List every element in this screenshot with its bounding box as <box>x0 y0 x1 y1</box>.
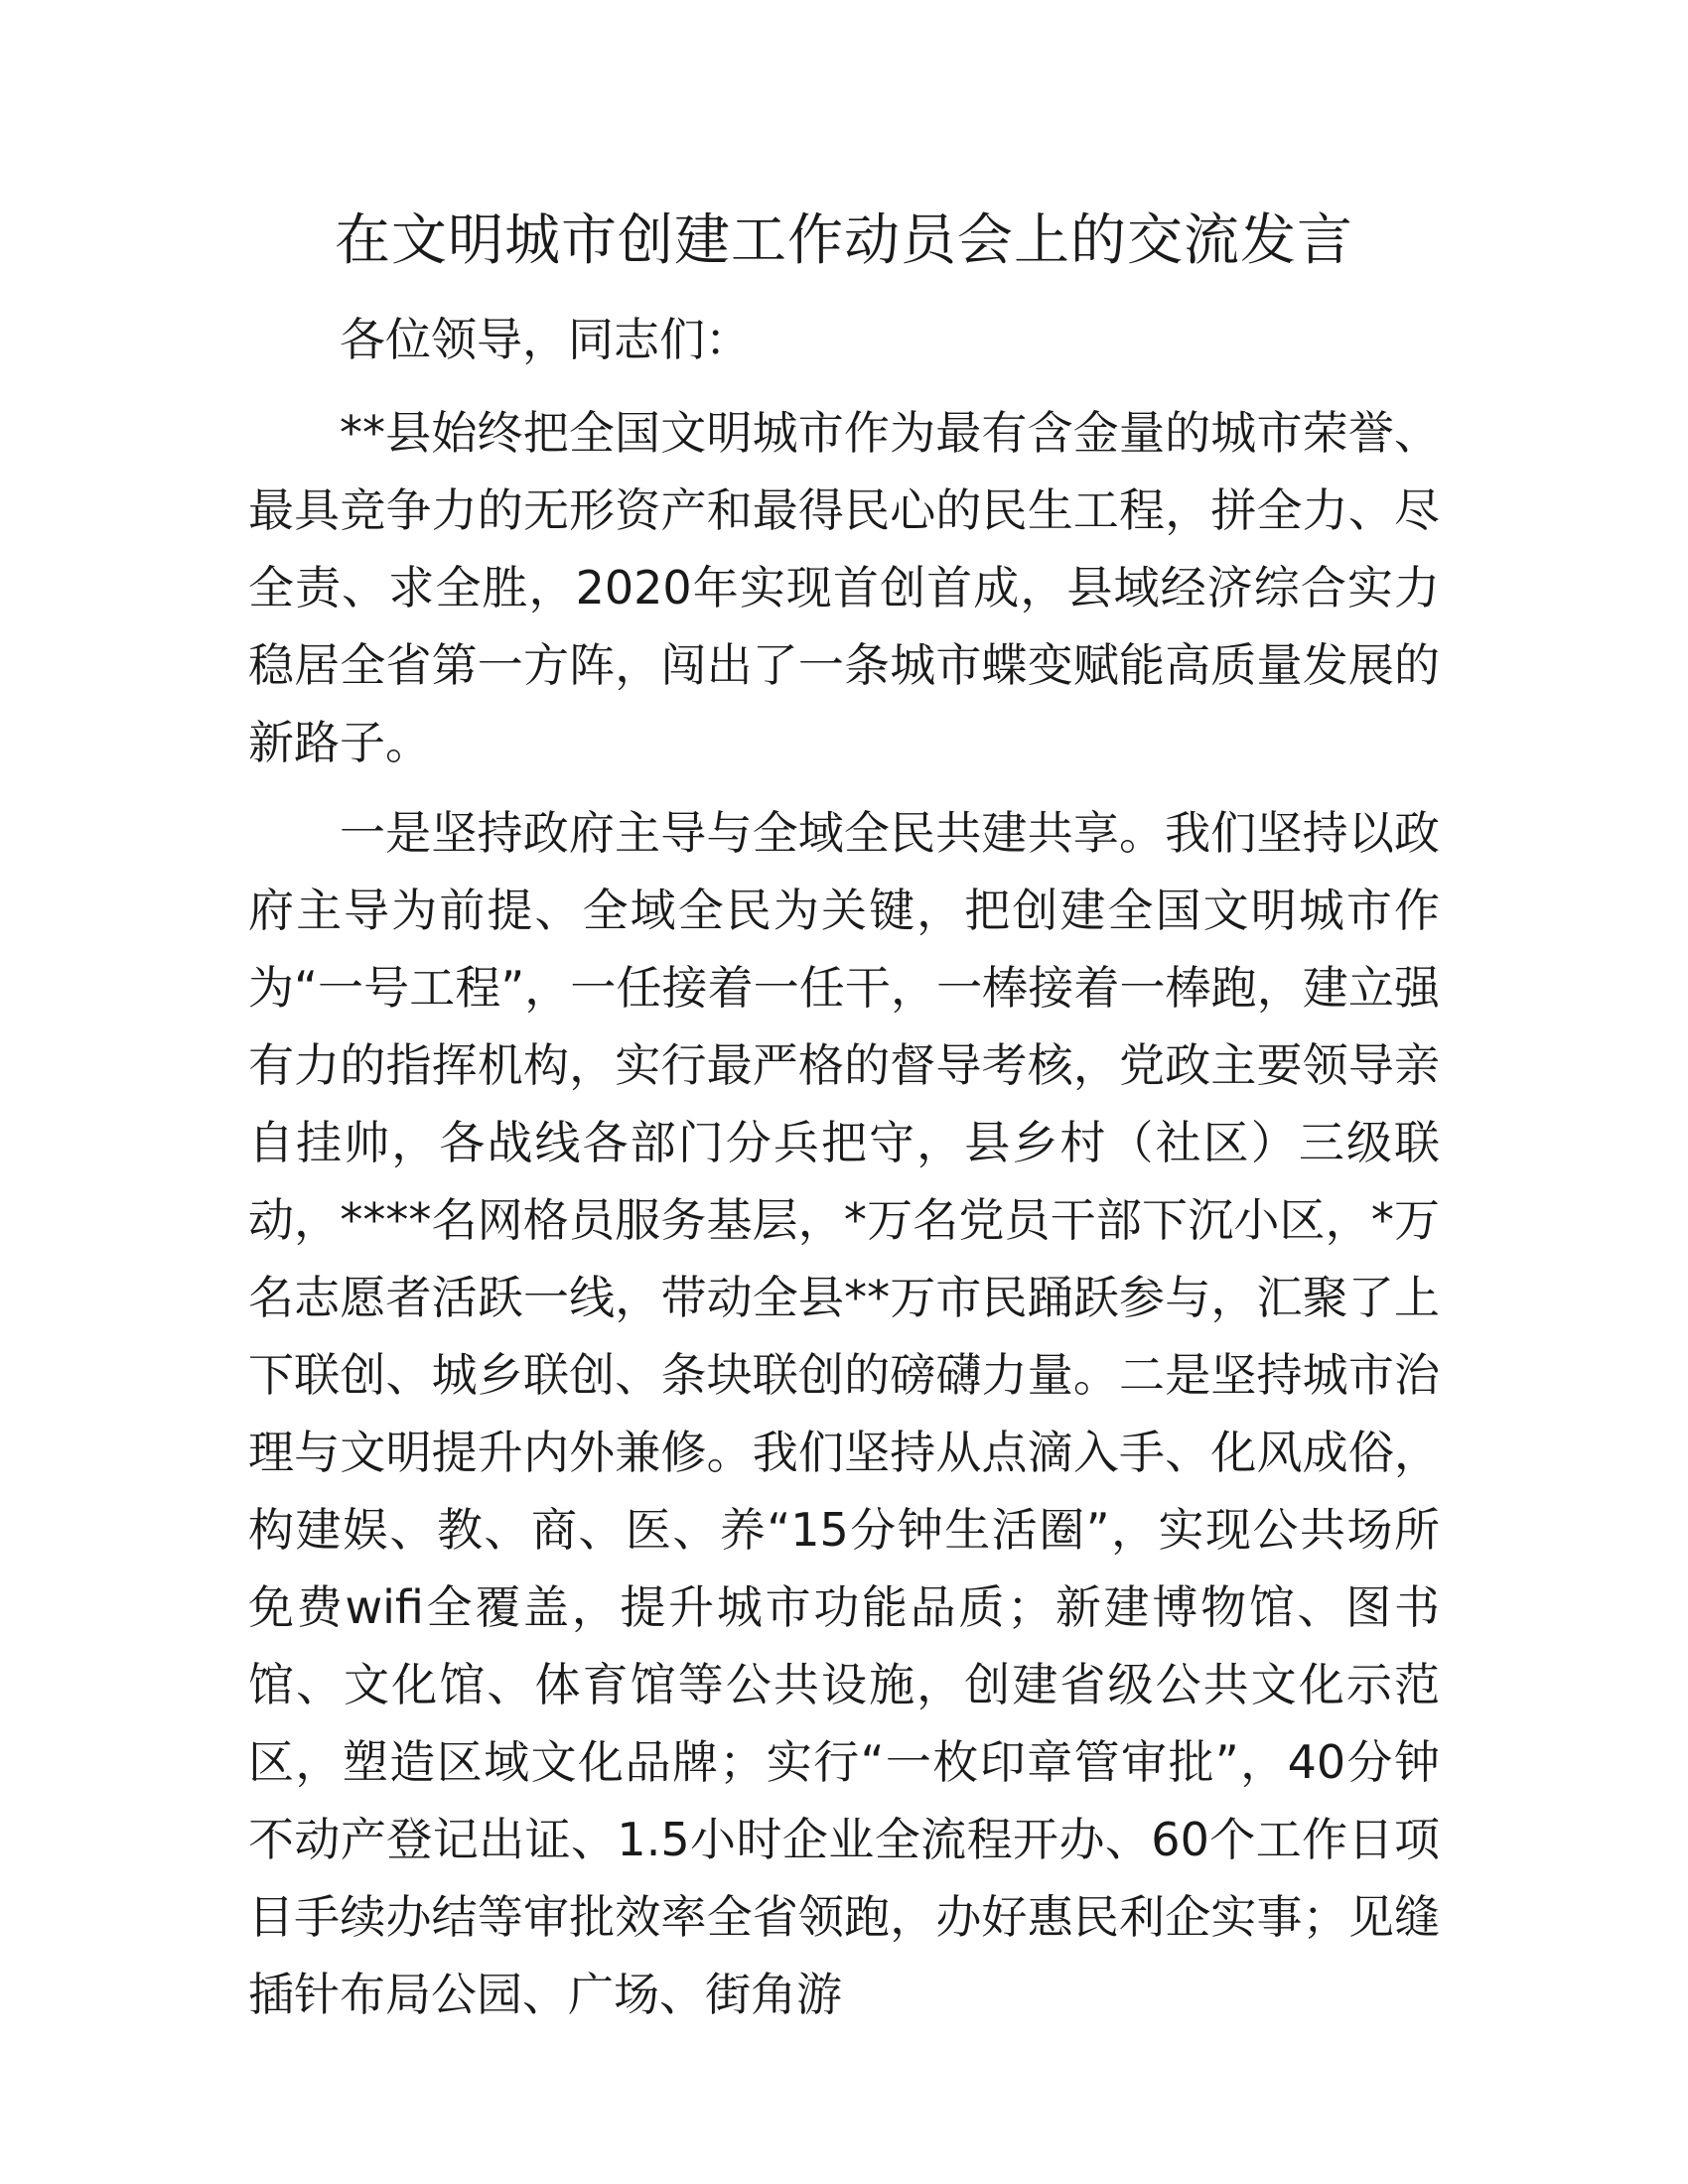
salutation: 各位领导，同志们： <box>340 313 751 366</box>
paragraph-intro: **县始终把全国文明城市作为最有含金量的城市荣誉、最具竞争力的无形资产和最得民心的民生工程，拼全力、尽全责、求全胜，2020年实现首创首成，县域经济综合实力稳居全省第一方阵，闯出了一条城市蝶变赋能高质量发展的新路子。 <box>248 406 1440 769</box>
document-title: 在文明城市创建工作动员会上的交流发言 <box>335 208 1353 273</box>
paragraph-main: 一是坚持政府主导与全域全民共建共享。我们坚持以政府主导为前提、全域全民为关键，把创建全国文明城市作为“一号工程”，一任接着一任干，一棒接着一棒跑，建立强有力的指挥机构，实行最严格的督导考核，党政主要领导亲自挂帅，各战线各部门分兵把守，县乡村（社区）三级联动，****名网格员服务基层，*万名党员干部下沉小区，*万名志愿者活跃一线，带动全县**万市民踊跃参与，汇聚了上下联创、城乡联创、条块联创的磅礴力量。二是坚持城市治理与文明提升内外兼修。我们坚持从点滴入手、化风成俗，构建娱、教、商、医、养“15分钟生活圈”，实现公共场所免费wifi全覆盖，提升城市功能品质；新建博物馆、图书馆、文化馆、体育馆等公共设施，创建省级公共文化示范区，塑造区域文化品牌；实行“一枚印章管审批”，40分钟不动产登记出证、1.5小时企业全流程开办、60个工作日项目手续办结等审批效率全省领跑，办好惠民利企实事；见缝插针布局公园、广场、街角游 <box>248 806 1440 2021</box>
